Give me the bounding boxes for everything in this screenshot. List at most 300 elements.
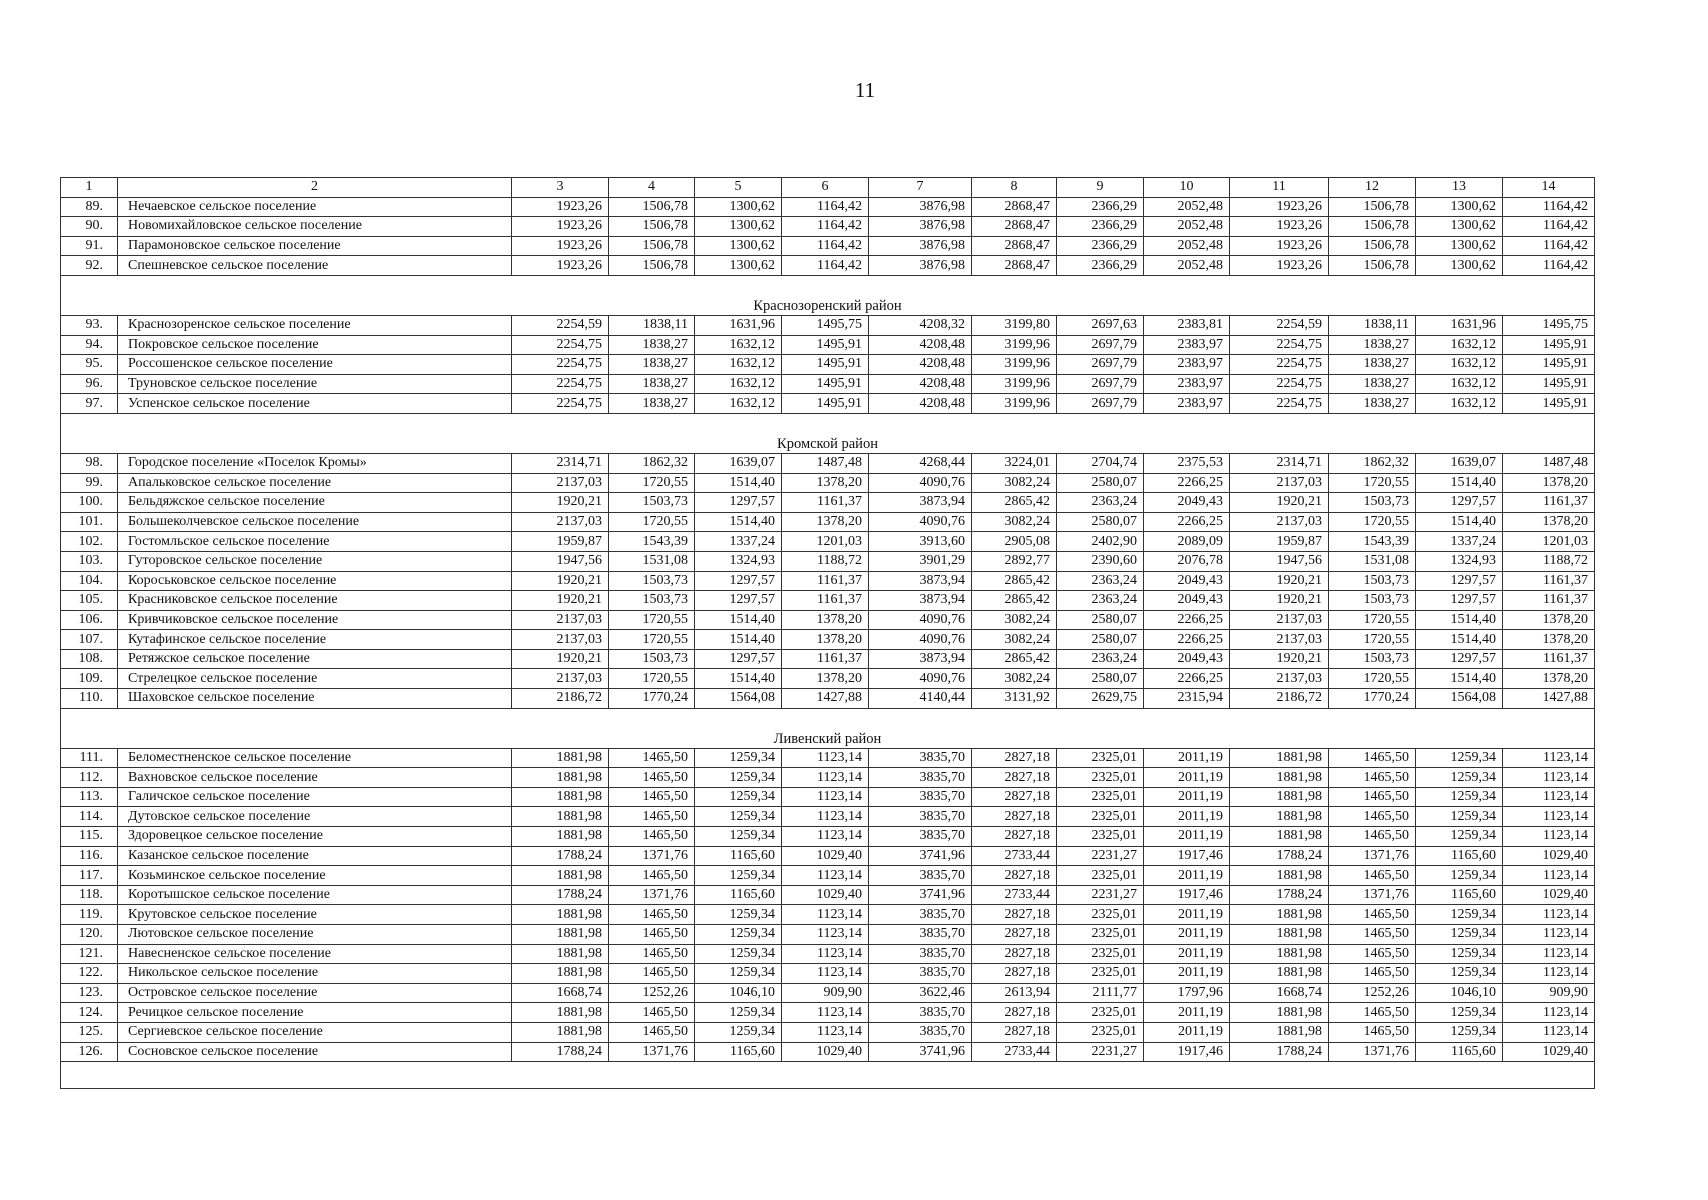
tariff-value: 2011,19 — [1144, 866, 1230, 886]
table-row — [61, 591, 1595, 611]
tariff-value: 1259,34 — [695, 1003, 782, 1023]
tariff-value: 2254,75 — [1230, 374, 1329, 394]
table-row — [61, 551, 1595, 571]
tariff-value: 2186,72 — [512, 689, 609, 709]
district-title: Кромской район — [61, 413, 1595, 453]
tariff-value: 2580,07 — [1057, 512, 1144, 532]
tariff-value: 2325,01 — [1057, 866, 1144, 886]
table-row — [61, 1003, 1595, 1023]
tariff-value: 2052,48 — [1144, 217, 1230, 237]
settlement-name: Вахновское сельское поселение — [118, 768, 512, 788]
tariff-value: 1838,27 — [609, 335, 695, 355]
settlement-name: Стрелецкое сельское поселение — [118, 669, 512, 689]
tariff-value: 1259,34 — [695, 827, 782, 847]
tariff-value: 1297,57 — [695, 591, 782, 611]
tariff-value: 1639,07 — [1416, 453, 1503, 473]
tariff-value: 2325,01 — [1057, 748, 1144, 768]
settlement-name: Кривчиковское сельское поселение — [118, 610, 512, 630]
tariff-value: 1465,50 — [1329, 905, 1416, 925]
tariff-value: 1917,46 — [1144, 885, 1230, 905]
tariff-value: 1531,08 — [1329, 551, 1416, 571]
table-row — [61, 689, 1595, 709]
tariff-value: 2137,03 — [1230, 610, 1329, 630]
tariff-value: 1881,98 — [512, 964, 609, 984]
empty-footer-row — [61, 1062, 1595, 1089]
tariff-value: 1123,14 — [1503, 944, 1595, 964]
tariff-value: 1862,32 — [1329, 453, 1416, 473]
tariff-value: 2868,47 — [972, 236, 1057, 256]
tariff-value: 1881,98 — [1230, 925, 1329, 945]
tariff-value: 1632,12 — [695, 374, 782, 394]
tariff-value: 2383,81 — [1144, 315, 1230, 335]
tariff-value: 1788,24 — [1230, 1042, 1329, 1062]
district-title: Ливенский район — [61, 708, 1595, 748]
tariff-value: 2137,03 — [1230, 473, 1329, 493]
tariff-value: 1959,87 — [1230, 532, 1329, 552]
table-body — [61, 178, 1595, 1089]
tariff-value: 1881,98 — [1230, 827, 1329, 847]
settlement-name: Никольское сельское поселение — [118, 964, 512, 984]
table-row — [61, 610, 1595, 630]
tariff-value: 2580,07 — [1057, 669, 1144, 689]
tariff-value: 2137,03 — [1230, 669, 1329, 689]
table-row — [61, 944, 1595, 964]
tariff-value: 2049,43 — [1144, 493, 1230, 513]
tariff-value: 1259,34 — [1416, 905, 1503, 925]
table-row — [61, 846, 1595, 866]
tariff-value: 1506,78 — [1329, 197, 1416, 217]
tariff-value: 1487,48 — [1503, 453, 1595, 473]
tariff-value: 1838,27 — [609, 394, 695, 414]
tariff-value: 1324,93 — [1416, 551, 1503, 571]
district-header-row — [61, 413, 1595, 453]
tariff-value: 1123,14 — [1503, 1003, 1595, 1023]
tariff-value: 2254,75 — [1230, 355, 1329, 375]
tariff-value: 2314,71 — [1230, 453, 1329, 473]
tariff-value: 1923,26 — [512, 236, 609, 256]
tariff-value: 1920,21 — [1230, 591, 1329, 611]
tariff-value: 3082,24 — [972, 473, 1057, 493]
tariff-value: 3835,70 — [869, 1003, 972, 1023]
tariff-value: 1297,57 — [1416, 493, 1503, 513]
tariff-value: 1465,50 — [1329, 964, 1416, 984]
tariff-value: 2868,47 — [972, 256, 1057, 276]
tariff-value: 1378,20 — [782, 669, 869, 689]
tariff-value: 1668,74 — [1230, 983, 1329, 1003]
tariff-value: 1506,78 — [609, 217, 695, 237]
tariff-value: 1123,14 — [1503, 866, 1595, 886]
tariff-value: 1123,14 — [782, 944, 869, 964]
tariff-value: 1300,62 — [695, 236, 782, 256]
tariff-value: 1862,32 — [609, 453, 695, 473]
tariff-value: 1259,34 — [1416, 1003, 1503, 1023]
tariff-value: 1465,50 — [1329, 925, 1416, 945]
tariff-value: 1164,42 — [782, 197, 869, 217]
settlement-name: Ретяжское сельское поселение — [118, 649, 512, 669]
tariff-value: 2049,43 — [1144, 591, 1230, 611]
table-row — [61, 374, 1595, 394]
tariff-value: 2366,29 — [1057, 217, 1144, 237]
tariff-value: 3876,98 — [869, 197, 972, 217]
tariff-value: 1300,62 — [695, 197, 782, 217]
tariff-value: 1259,34 — [1416, 787, 1503, 807]
tariff-value: 1923,26 — [512, 217, 609, 237]
row-number: 114. — [61, 807, 118, 827]
settlement-name: Дутовское сельское поселение — [118, 807, 512, 827]
tariff-value: 1495,91 — [782, 394, 869, 414]
tariff-value: 1503,73 — [609, 649, 695, 669]
settlement-name: Короськовское сельское поселение — [118, 571, 512, 591]
table-row — [61, 453, 1595, 473]
tariff-value: 1164,42 — [782, 256, 869, 276]
tariff-value: 2865,42 — [972, 591, 1057, 611]
row-number: 118. — [61, 885, 118, 905]
tariff-value: 1506,78 — [1329, 236, 1416, 256]
tariff-value: 1503,73 — [609, 591, 695, 611]
tariff-value: 1259,34 — [1416, 964, 1503, 984]
row-number: 110. — [61, 689, 118, 709]
tariff-value: 3835,70 — [869, 787, 972, 807]
tariff-value: 3835,70 — [869, 925, 972, 945]
tariff-value: 1201,03 — [782, 532, 869, 552]
tariff-value: 2049,43 — [1144, 571, 1230, 591]
tariff-value: 2827,18 — [972, 827, 1057, 847]
tariff-value: 1378,20 — [782, 610, 869, 630]
tariff-value: 1300,62 — [1416, 197, 1503, 217]
column-number: 14 — [1503, 178, 1595, 198]
tariff-value: 2254,59 — [1230, 315, 1329, 335]
tariff-value: 1465,50 — [1329, 807, 1416, 827]
tariff-value: 2827,18 — [972, 964, 1057, 984]
tariff-value: 2390,60 — [1057, 551, 1144, 571]
district-title: Краснозоренский район — [61, 275, 1595, 315]
tariff-value: 1632,12 — [695, 394, 782, 414]
tariff-value: 2325,01 — [1057, 768, 1144, 788]
tariff-value: 2827,18 — [972, 768, 1057, 788]
tariff-value: 1881,98 — [512, 827, 609, 847]
tariff-value: 2011,19 — [1144, 925, 1230, 945]
tariff-value: 909,90 — [782, 983, 869, 1003]
tariff-value: 2231,27 — [1057, 885, 1144, 905]
tariff-value: 1881,98 — [1230, 905, 1329, 925]
settlement-name: Галичское сельское поселение — [118, 787, 512, 807]
tariff-value: 1720,55 — [609, 669, 695, 689]
row-number: 91. — [61, 236, 118, 256]
tariff-value: 4208,48 — [869, 394, 972, 414]
tariff-value: 1838,27 — [1329, 374, 1416, 394]
tariff-value: 1564,08 — [1416, 689, 1503, 709]
tariff-value: 3835,70 — [869, 1022, 972, 1042]
tariff-value: 1923,26 — [1230, 197, 1329, 217]
tariff-value: 1259,34 — [695, 905, 782, 925]
tariff-value: 1123,14 — [782, 827, 869, 847]
tariff-value: 2366,29 — [1057, 236, 1144, 256]
tariff-value: 1252,26 — [609, 983, 695, 1003]
tariff-value: 2629,75 — [1057, 689, 1144, 709]
row-number: 92. — [61, 256, 118, 276]
tariff-value: 1123,14 — [1503, 787, 1595, 807]
tariff-value: 1297,57 — [1416, 571, 1503, 591]
row-number: 109. — [61, 669, 118, 689]
tariff-value: 1123,14 — [782, 768, 869, 788]
tariff-value: 3901,29 — [869, 551, 972, 571]
tariff-value: 4268,44 — [869, 453, 972, 473]
table-row — [61, 532, 1595, 552]
table-row — [61, 256, 1595, 276]
tariff-value: 1161,37 — [1503, 571, 1595, 591]
tariff-value: 1959,87 — [512, 532, 609, 552]
tariff-value: 3835,70 — [869, 748, 972, 768]
tariff-value: 1465,50 — [1329, 827, 1416, 847]
row-number: 120. — [61, 925, 118, 945]
tariff-value: 1378,20 — [1503, 669, 1595, 689]
tariff-value: 1165,60 — [695, 885, 782, 905]
tariff-value: 2049,43 — [1144, 649, 1230, 669]
tariff-value: 1720,55 — [609, 473, 695, 493]
tariff-value: 1632,12 — [1416, 335, 1503, 355]
tariff-value: 1838,27 — [1329, 394, 1416, 414]
tariff-value: 4090,76 — [869, 669, 972, 689]
tariff-value: 1259,34 — [1416, 827, 1503, 847]
tariff-value: 1881,98 — [1230, 748, 1329, 768]
tariff-value: 1514,40 — [1416, 610, 1503, 630]
tariff-value: 2325,01 — [1057, 787, 1144, 807]
tariff-value: 1503,73 — [1329, 649, 1416, 669]
tariff-value: 1465,50 — [609, 944, 695, 964]
tariff-value: 2363,24 — [1057, 649, 1144, 669]
tariff-value: 1514,40 — [1416, 669, 1503, 689]
tariff-value: 2266,25 — [1144, 512, 1230, 532]
row-number: 126. — [61, 1042, 118, 1062]
tariff-value: 1259,34 — [695, 787, 782, 807]
table-row — [61, 866, 1595, 886]
tariff-value: 1881,98 — [1230, 944, 1329, 964]
column-number-row — [61, 178, 1595, 198]
tariff-value: 2111,77 — [1057, 983, 1144, 1003]
district-header-row — [61, 275, 1595, 315]
tariff-value: 2375,53 — [1144, 453, 1230, 473]
tariff-value: 1371,76 — [1329, 885, 1416, 905]
tariff-value: 2325,01 — [1057, 807, 1144, 827]
tariff-value: 1838,11 — [609, 315, 695, 335]
tariff-value: 2383,97 — [1144, 374, 1230, 394]
tariff-value: 1123,14 — [1503, 964, 1595, 984]
tariff-value: 1881,98 — [1230, 1022, 1329, 1042]
tariff-value: 4208,32 — [869, 315, 972, 335]
tariff-value: 2137,03 — [1230, 630, 1329, 650]
tariff-value: 2383,97 — [1144, 394, 1230, 414]
table-row — [61, 827, 1595, 847]
district-header-row — [61, 708, 1595, 748]
settlement-name: Гостомльское сельское поселение — [118, 532, 512, 552]
tariff-value: 2254,75 — [512, 394, 609, 414]
tariff-value: 1631,96 — [1416, 315, 1503, 335]
tariff-value: 1465,50 — [1329, 1022, 1416, 1042]
tariff-value: 2266,25 — [1144, 610, 1230, 630]
column-number: 3 — [512, 178, 609, 198]
table-row — [61, 649, 1595, 669]
tariff-value: 1923,26 — [1230, 217, 1329, 237]
row-number: 125. — [61, 1022, 118, 1042]
tariff-value: 3741,96 — [869, 885, 972, 905]
tariff-value: 1487,48 — [782, 453, 869, 473]
tariff-value: 2254,59 — [512, 315, 609, 335]
tariff-value: 1503,73 — [609, 571, 695, 591]
tariff-value: 1123,14 — [1503, 1022, 1595, 1042]
settlement-name: Краснозоренское сельское поселение — [118, 315, 512, 335]
tariff-value: 1920,21 — [512, 591, 609, 611]
tariff-value: 1378,20 — [782, 630, 869, 650]
tariff-value: 1161,37 — [782, 493, 869, 513]
tariff-value: 1770,24 — [609, 689, 695, 709]
tariff-value: 3131,92 — [972, 689, 1057, 709]
tariff-value: 1164,42 — [1503, 197, 1595, 217]
tariff-value: 1259,34 — [1416, 748, 1503, 768]
tariff-value: 1259,34 — [1416, 944, 1503, 964]
tariff-value: 1720,55 — [1329, 610, 1416, 630]
tariff-value: 1465,50 — [1329, 944, 1416, 964]
tariff-value: 2892,77 — [972, 551, 1057, 571]
tariff-value: 1632,12 — [1416, 374, 1503, 394]
tariff-value: 1300,62 — [1416, 236, 1503, 256]
row-number: 99. — [61, 473, 118, 493]
tariff-value: 1788,24 — [1230, 885, 1329, 905]
row-number: 101. — [61, 512, 118, 532]
tariff-value: 3876,98 — [869, 236, 972, 256]
tariff-value: 1123,14 — [1503, 925, 1595, 945]
tariff-value: 1514,40 — [1416, 473, 1503, 493]
tariff-value: 3622,46 — [869, 983, 972, 1003]
tariff-value: 2580,07 — [1057, 630, 1144, 650]
tariff-value: 1881,98 — [512, 748, 609, 768]
tariff-value: 2254,75 — [512, 374, 609, 394]
tariff-value: 1465,50 — [609, 866, 695, 886]
tariff-value: 1632,12 — [695, 355, 782, 375]
tariff-value: 1165,60 — [1416, 1042, 1503, 1062]
tariff-value: 1378,20 — [1503, 473, 1595, 493]
tariff-value: 1881,98 — [1230, 787, 1329, 807]
table-row — [61, 493, 1595, 513]
tariff-value: 1923,26 — [512, 256, 609, 276]
tariff-value: 2363,24 — [1057, 591, 1144, 611]
tariff-value: 2697,79 — [1057, 355, 1144, 375]
tariff-value: 2231,27 — [1057, 846, 1144, 866]
row-number: 98. — [61, 453, 118, 473]
tariff-value: 3876,98 — [869, 217, 972, 237]
tariff-value: 4140,44 — [869, 689, 972, 709]
tariff-value: 1371,76 — [1329, 1042, 1416, 1062]
tariff-value: 1188,72 — [782, 551, 869, 571]
tariff-value: 1506,78 — [609, 236, 695, 256]
tariff-value: 1881,98 — [512, 1022, 609, 1042]
tariff-value: 1770,24 — [1329, 689, 1416, 709]
tariff-value: 1465,50 — [609, 925, 695, 945]
tariff-value: 2052,48 — [1144, 197, 1230, 217]
settlement-name: Апальковское сельское поселение — [118, 473, 512, 493]
settlement-name: Сосновское сельское поселение — [118, 1042, 512, 1062]
tariff-value: 1165,60 — [1416, 846, 1503, 866]
tariff-value: 1123,14 — [1503, 905, 1595, 925]
tariff-value: 2868,47 — [972, 197, 1057, 217]
tariff-value: 1465,50 — [609, 905, 695, 925]
tariff-table — [60, 177, 1595, 1089]
tariff-value: 1161,37 — [1503, 493, 1595, 513]
row-number: 102. — [61, 532, 118, 552]
table-row — [61, 1022, 1595, 1042]
tariff-value: 3199,80 — [972, 315, 1057, 335]
tariff-value: 1259,34 — [695, 866, 782, 886]
tariff-value: 1668,74 — [512, 983, 609, 1003]
row-number: 97. — [61, 394, 118, 414]
tariff-value: 1378,20 — [782, 512, 869, 532]
tariff-value: 4090,76 — [869, 610, 972, 630]
tariff-value: 1165,60 — [695, 846, 782, 866]
tariff-value: 2827,18 — [972, 944, 1057, 964]
tariff-value: 1259,34 — [695, 925, 782, 945]
tariff-value: 1123,14 — [782, 925, 869, 945]
tariff-value: 1506,78 — [609, 256, 695, 276]
column-number: 1 — [61, 178, 118, 198]
tariff-value: 1046,10 — [1416, 983, 1503, 1003]
tariff-value: 2137,03 — [512, 610, 609, 630]
tariff-value: 2697,79 — [1057, 374, 1144, 394]
tariff-value: 2366,29 — [1057, 197, 1144, 217]
tariff-value: 1920,21 — [1230, 649, 1329, 669]
tariff-value: 4208,48 — [869, 335, 972, 355]
settlement-name: Покровское сельское поселение — [118, 335, 512, 355]
tariff-value: 2089,09 — [1144, 532, 1230, 552]
tariff-value: 1297,57 — [1416, 591, 1503, 611]
table-row — [61, 197, 1595, 217]
row-number: 122. — [61, 964, 118, 984]
row-number: 94. — [61, 335, 118, 355]
settlement-name: Кутафинское сельское поселение — [118, 630, 512, 650]
tariff-value: 1881,98 — [512, 944, 609, 964]
tariff-value: 2383,97 — [1144, 355, 1230, 375]
table-row — [61, 748, 1595, 768]
column-number: 9 — [1057, 178, 1144, 198]
tariff-value: 2137,03 — [512, 669, 609, 689]
tariff-value: 1881,98 — [1230, 807, 1329, 827]
settlement-name: Россошенское сельское поселение — [118, 355, 512, 375]
settlement-name: Нечаевское сельское поселение — [118, 197, 512, 217]
tariff-value: 1720,55 — [1329, 630, 1416, 650]
tariff-value: 1632,12 — [1416, 394, 1503, 414]
tariff-value: 1465,50 — [1329, 866, 1416, 886]
table-row — [61, 315, 1595, 335]
settlement-name: Здоровецкое сельское поселение — [118, 827, 512, 847]
tariff-value: 2905,08 — [972, 532, 1057, 552]
tariff-value: 1161,37 — [1503, 591, 1595, 611]
tariff-value: 1465,50 — [609, 787, 695, 807]
column-number: 6 — [782, 178, 869, 198]
tariff-value: 2580,07 — [1057, 610, 1144, 630]
tariff-value: 2827,18 — [972, 748, 1057, 768]
tariff-value: 2366,29 — [1057, 256, 1144, 276]
settlement-name: Беломестненское сельское поселение — [118, 748, 512, 768]
tariff-value: 1371,76 — [609, 1042, 695, 1062]
tariff-value: 1923,26 — [1230, 256, 1329, 276]
tariff-value: 2076,78 — [1144, 551, 1230, 571]
tariff-value: 1514,40 — [695, 473, 782, 493]
tariff-value: 1161,37 — [782, 571, 869, 591]
tariff-value: 1920,21 — [512, 493, 609, 513]
tariff-value: 1201,03 — [1503, 532, 1595, 552]
tariff-value: 3835,70 — [869, 807, 972, 827]
tariff-value: 2254,75 — [1230, 394, 1329, 414]
tariff-value: 1881,98 — [512, 807, 609, 827]
column-number: 10 — [1144, 178, 1230, 198]
